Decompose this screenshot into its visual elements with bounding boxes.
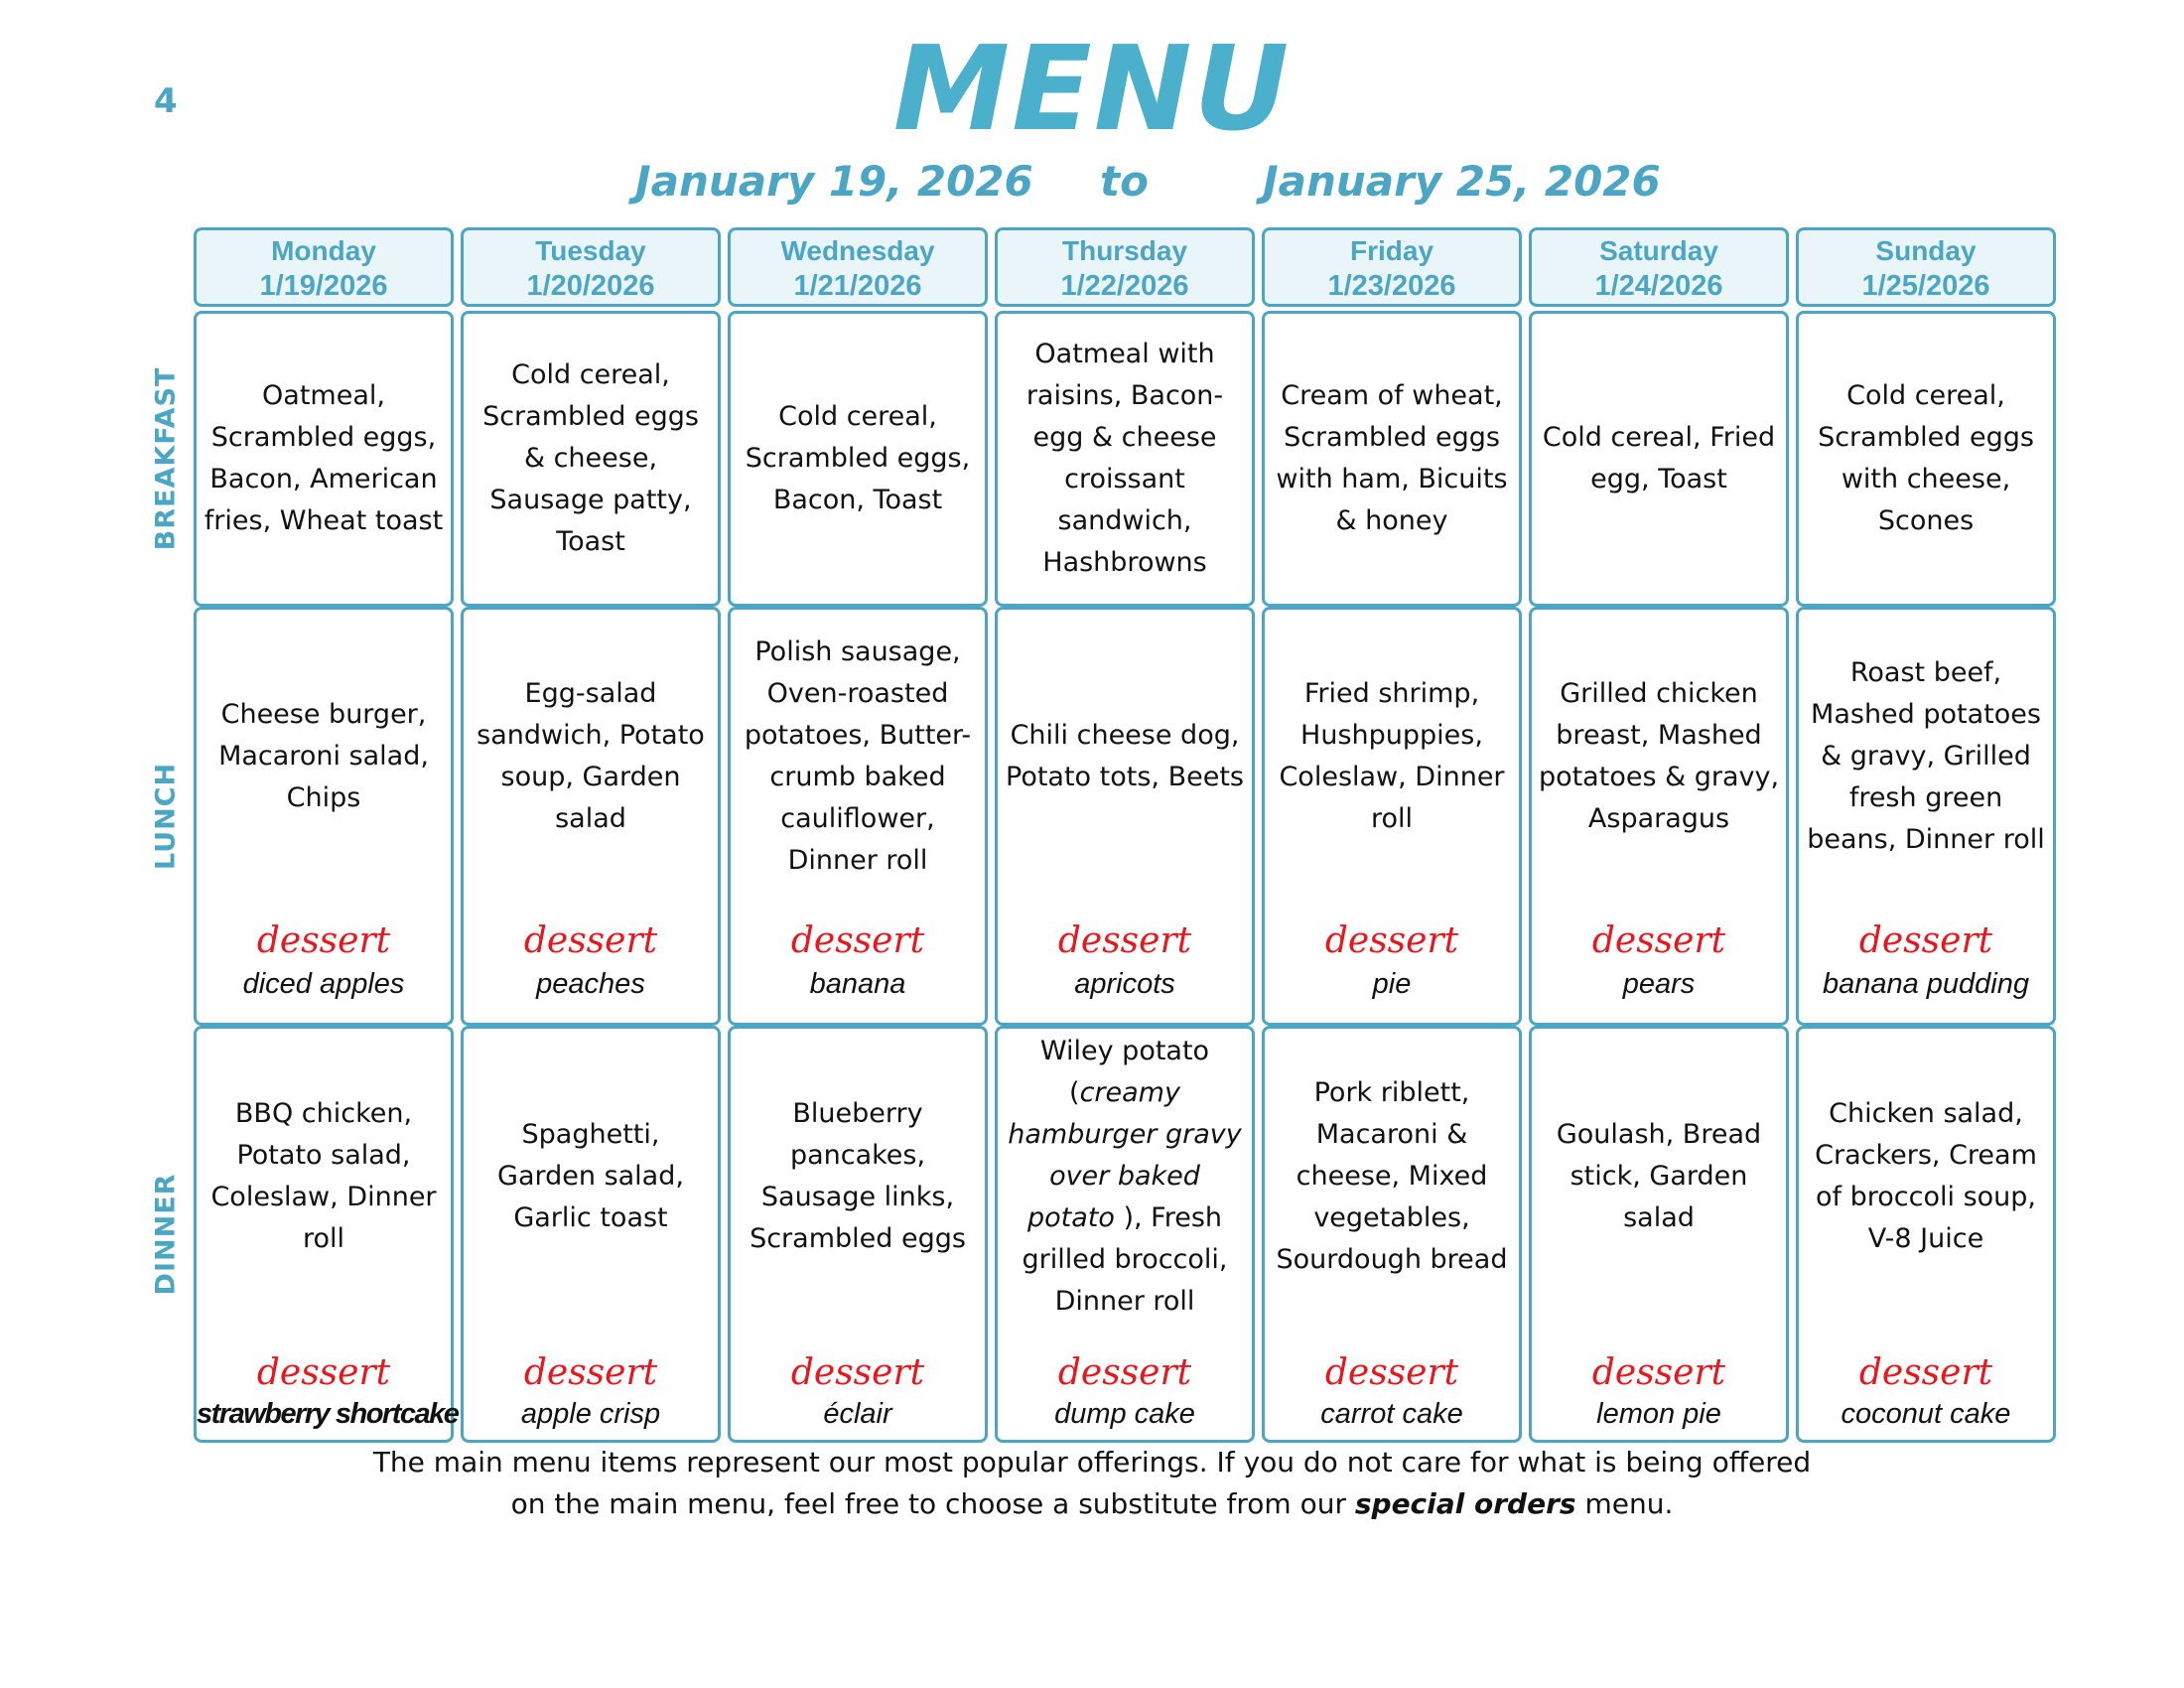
breakfast-cell-thursday xyxy=(995,311,1255,607)
lunch-cell-thursday xyxy=(995,607,1255,1026)
dinner-items xyxy=(1532,1029,1786,1325)
day-date: 1/22/2026 xyxy=(1060,270,1189,302)
breakfast-items xyxy=(998,314,1252,604)
dinner-items xyxy=(464,1029,718,1325)
dinner-items xyxy=(1265,1029,1519,1325)
breakfast-cell-sunday xyxy=(1796,311,2056,607)
breakfast-items xyxy=(464,314,718,604)
lunch-items xyxy=(197,610,451,904)
breakfast-items xyxy=(731,314,985,604)
dinner-label-text: DINNER xyxy=(150,1173,182,1296)
lunch-items-text: Roast beef, Mashed potatoes & gravy, Grilled fresh green beans, Dinner roll xyxy=(1807,657,2045,855)
footer-line-2-after: menu. xyxy=(1575,1487,1674,1520)
breakfast-items xyxy=(197,314,451,604)
lunch-items xyxy=(1265,610,1519,904)
dessert-label: dessert xyxy=(256,1352,391,1393)
dinner-dessert: lemon pie xyxy=(1596,1398,1721,1430)
lunch-items-text: Polish sausage, Oven-roasted potatoes, Butter-crumb baked cauliflower, Dinner roll xyxy=(744,636,972,876)
day-date: 1/25/2026 xyxy=(1861,270,1990,302)
day-name: Friday xyxy=(1349,235,1434,266)
lunch-dessert: pears xyxy=(1622,968,1696,1000)
breakfast-items-text: Cold cereal, Scrambled eggs with cheese, Scones xyxy=(1818,380,2034,536)
footer-note xyxy=(0,1442,2184,1525)
dinner-items-text: BBQ chicken, Potato salad, Coleslaw, Dinner roll xyxy=(210,1098,437,1254)
dinner-dessert: dump cake xyxy=(1054,1398,1195,1430)
breakfast-cell-saturday xyxy=(1529,311,1789,607)
dinner-items xyxy=(1799,1029,2053,1325)
lunch-cell-sunday xyxy=(1796,607,2056,1026)
dinner-cell-saturday xyxy=(1529,1026,1789,1443)
dinner-items-text: Chicken salad, Crackers, Cream of broccoli soup, V-8 Juice xyxy=(1815,1098,2037,1254)
breakfast-items xyxy=(1799,314,2053,604)
dessert-label: dessert xyxy=(1858,920,1993,961)
lunch-dessert: peaches xyxy=(536,968,645,1000)
day-header-thursday xyxy=(995,227,1255,307)
dinner-cell-wednesday xyxy=(728,1026,988,1443)
lunch-items xyxy=(731,610,985,904)
dinner-items-text: Blueberry pancakes, Sausage links, Scrambled eggs xyxy=(750,1098,966,1254)
breakfast-items-text: Oatmeal with raisins, Bacon-egg & cheese croissant sandwich, Hashbrowns xyxy=(1025,339,1224,578)
lunch-cell-friday xyxy=(1262,607,1522,1026)
footer-line-2 xyxy=(0,1483,2184,1525)
lunch-dessert: diced apples xyxy=(242,968,405,1000)
dinner-items-text: Spaghetti, Garden salad, Garlic toast xyxy=(497,1119,684,1233)
lunch-items-text: Grilled chicken breast, Mashed potatoes & gravy, Asparagus xyxy=(1538,678,1780,834)
dessert-label: dessert xyxy=(1591,1352,1726,1393)
day-header-monday xyxy=(194,227,454,307)
lunch-dessert: pie xyxy=(1372,968,1412,1000)
dinner-items-text: Pork riblett, Macaroni & cheese, Mixed vegetables, Sourdough bread xyxy=(1276,1077,1508,1275)
dinner-cell-sunday xyxy=(1796,1026,2056,1443)
breakfast-label-text: BREAKFAST xyxy=(150,366,182,551)
dinner-items-before: Wiley potato ( xyxy=(1039,1036,1210,1108)
breakfast-items xyxy=(1265,314,1519,604)
dinner-cell-tuesday xyxy=(461,1026,721,1443)
breakfast-items-text: Cream of wheat, Scrambled eggs with ham, Bicuits & honey xyxy=(1276,380,1508,536)
lunch-items xyxy=(1532,610,1786,904)
dessert-label: dessert xyxy=(790,1352,925,1393)
breakfast-cell-friday xyxy=(1262,311,1522,607)
dessert-label: dessert xyxy=(1057,1352,1192,1393)
day-date: 1/23/2026 xyxy=(1327,270,1456,302)
day-header-wednesday xyxy=(728,227,988,307)
lunch-items xyxy=(1799,610,2053,904)
lunch-dessert: banana pudding xyxy=(1822,968,2030,1000)
breakfast-items-text: Cold cereal, Scrambled eggs & cheese, Sausage patty, Toast xyxy=(482,359,699,557)
dinner-label xyxy=(146,1026,186,1443)
dinner-cell-friday xyxy=(1262,1026,1522,1443)
page-title: MENU xyxy=(892,20,1292,157)
day-header-saturday xyxy=(1529,227,1789,307)
footer-line-2-before: on the main menu, feel free to choose a substitute from our xyxy=(510,1487,1355,1520)
lunch-label xyxy=(146,607,186,1026)
breakfast-cell-monday xyxy=(194,311,454,607)
dinner-items xyxy=(998,1029,1252,1325)
lunch-items-text: Egg-salad sandwich, Potato soup, Garden salad xyxy=(477,678,705,834)
dinner-cell-thursday xyxy=(995,1026,1255,1443)
dinner-items-italic: creamy hamburger gravy over baked potato xyxy=(1008,1077,1242,1233)
dessert-label: dessert xyxy=(256,920,391,961)
page-number: 4 xyxy=(154,81,178,121)
breakfast-items xyxy=(1532,314,1786,604)
lunch-cell-monday xyxy=(194,607,454,1026)
day-header-friday xyxy=(1262,227,1522,307)
day-name: Saturday xyxy=(1599,235,1718,266)
lunch-cell-tuesday xyxy=(461,607,721,1026)
lunch-cell-wednesday xyxy=(728,607,988,1026)
lunch-cell-saturday xyxy=(1529,607,1789,1026)
day-name: Thursday xyxy=(1061,235,1188,266)
special-orders-text: special orders xyxy=(1354,1487,1576,1520)
lunch-row xyxy=(150,607,2058,1026)
dinner-items xyxy=(731,1029,985,1325)
breakfast-items-text: Cold cereal, Fried egg, Toast xyxy=(1542,422,1776,494)
date-range-start: January 19, 2026 xyxy=(635,157,1033,206)
footer-line-1: The main menu items represent our most popular offerings. If you do not care for what is being offered xyxy=(372,1446,1812,1478)
date-range-separator: to xyxy=(1100,157,1149,206)
day-date: 1/20/2026 xyxy=(526,270,655,302)
lunch-dessert: apricots xyxy=(1074,968,1175,1000)
dinner-items-text xyxy=(1004,1031,1246,1323)
dessert-label: dessert xyxy=(523,1352,658,1393)
lunch-items-text: Chili cheese dog, Potato tots, Beets xyxy=(1006,720,1244,792)
dessert-label: dessert xyxy=(1057,920,1192,961)
breakfast-cell-tuesday xyxy=(461,311,721,607)
dinner-dessert: éclair xyxy=(823,1398,892,1430)
day-header-sunday xyxy=(1796,227,2056,307)
dessert-label: dessert xyxy=(1858,1352,1993,1393)
dinner-dessert: carrot cake xyxy=(1320,1398,1463,1430)
dinner-dessert: coconut cake xyxy=(1841,1398,2011,1430)
dessert-label: dessert xyxy=(1591,920,1726,961)
breakfast-cell-wednesday xyxy=(728,311,988,607)
day-header-row xyxy=(194,227,2058,307)
dinner-items-after: ), Fresh grilled broccoli, Dinner roll xyxy=(1022,1202,1228,1317)
dessert-label: dessert xyxy=(1324,1352,1459,1393)
dinner-row xyxy=(150,1026,2058,1443)
day-name: Sunday xyxy=(1875,235,1977,266)
breakfast-label xyxy=(146,311,186,607)
dessert-label: dessert xyxy=(790,920,925,961)
dinner-cell-monday xyxy=(194,1026,459,1443)
day-name: Wednesday xyxy=(780,235,935,266)
lunch-items xyxy=(998,610,1252,904)
date-range-end: January 25, 2026 xyxy=(1263,157,1661,206)
day-date: 1/24/2026 xyxy=(1594,270,1723,302)
dinner-dessert: apple crisp xyxy=(520,1398,661,1430)
dinner-items-text: Goulash, Bread stick, Garden salad xyxy=(1556,1119,1762,1233)
day-name: Monday xyxy=(271,235,376,266)
day-name: Tuesday xyxy=(535,235,646,266)
breakfast-items-text: Oatmeal, Scrambled eggs, Bacon, American fries, Wheat toast xyxy=(204,380,444,536)
lunch-label-text: LUNCH xyxy=(150,762,182,871)
lunch-dessert: banana xyxy=(809,968,906,1000)
lunch-items-text: Fried shrimp, Hushpuppies, Coleslaw, Dinner roll xyxy=(1279,678,1505,834)
day-header-tuesday xyxy=(461,227,721,307)
dessert-label: dessert xyxy=(523,920,658,961)
day-date: 1/19/2026 xyxy=(259,270,388,302)
dessert-label: dessert xyxy=(1324,920,1459,961)
day-date: 1/21/2026 xyxy=(793,270,922,302)
lunch-items xyxy=(464,610,718,904)
breakfast-row xyxy=(150,311,2058,607)
lunch-items-text: Cheese burger, Macaroni salad, Chips xyxy=(218,699,429,813)
dinner-dessert: strawberry shortcake xyxy=(197,1398,459,1430)
dinner-items xyxy=(197,1029,451,1325)
breakfast-items-text: Cold cereal, Scrambled eggs, Bacon, Toast xyxy=(745,401,971,515)
